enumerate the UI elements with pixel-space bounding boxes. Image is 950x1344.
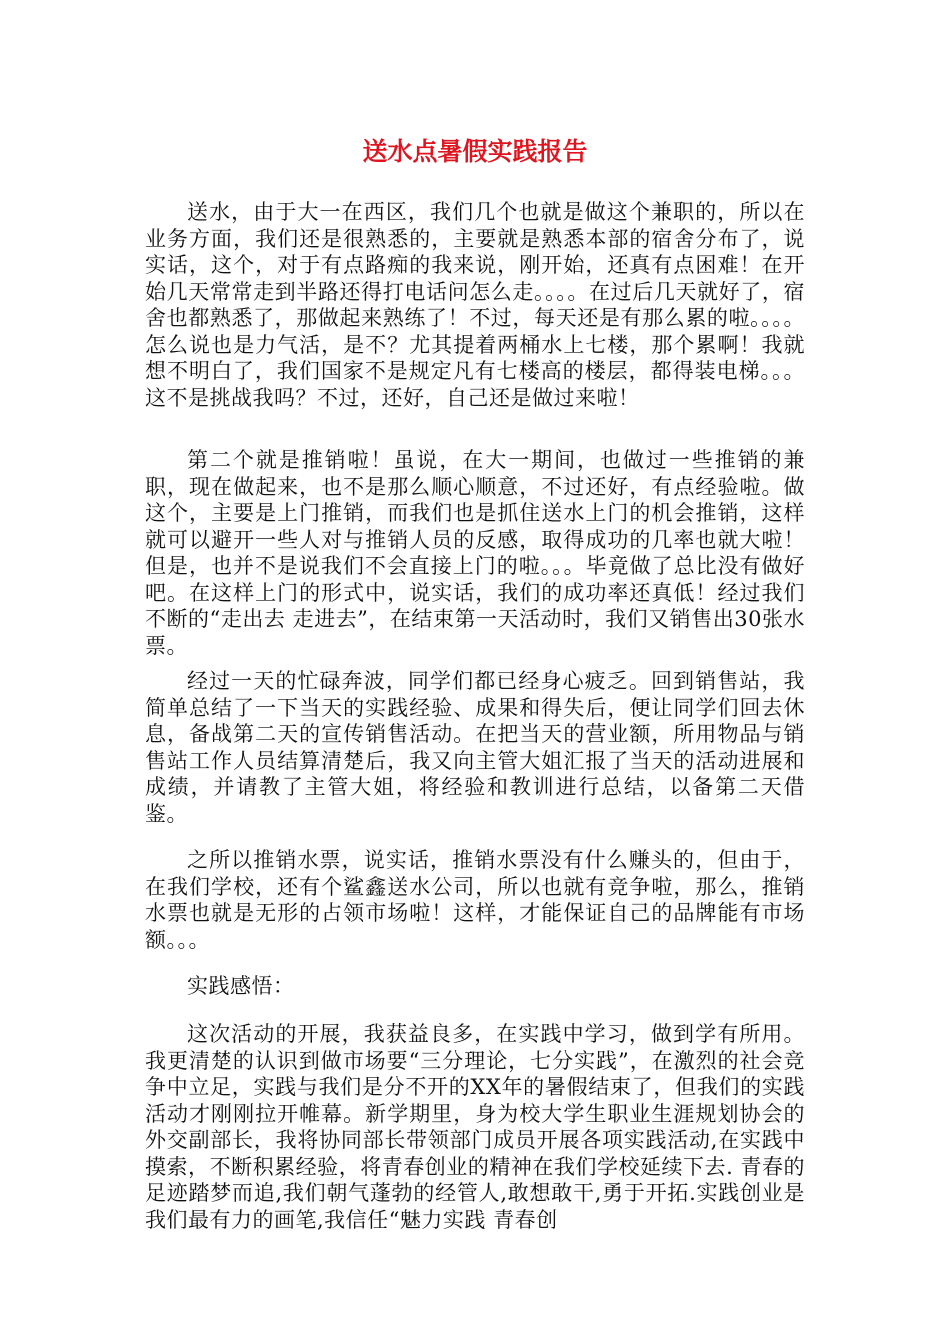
paragraph-1: 送水，由于大一在西区，我们几个也就是做这个兼职的，所以在业务方面，我们还是很熟悉的，主要就是熟悉本部的宿舍分布了，说实话，这个，对于有点路痴的我来说，刚开始，还真有点困难！在开始几天常常走到半路还得打电话问怎么走。。。。在过后几天就好了，宿舍也都熟悉了，那做起来熟练了！不过，每天还是有那么累的啦。。。。怎么说也是力气活，是不？尤其提着两桶水上七楼，那个累啊！我就想不明白了，我们国家不是规定凡有七楼高的楼层，都得装电梯。。。这不是挑战我吗？不过，还好，自己还是做过来啦！	[145, 200, 805, 410]
section-heading-practice-insights: 实践感悟：	[187, 974, 295, 998]
document-title: 送水点暑假实践报告	[362, 137, 588, 166]
paragraph-3: 经过一天的忙碌奔波，同学们都已经身心疲乏。回到销售站，我简单总结了一下当天的实践经验、成果和得失后，便让同学们回去休息，备战第二天的宣传销售活动。在把当天的营业额，所用物品与销售站工作人员结算清楚后，我又向主管大姐汇报了当天的活动进展和成绩，并请教了主管大姐，将经验和教训进行总结，以备第二天借鉴。	[145, 669, 805, 826]
paragraph-2: 第二个就是推销啦！虽说，在大一期间，也做过一些推销的兼职，现在做起来，也不是那么顺心顺意，不过还好，有点经验啦。做这个，主要是上门推销，而我们也是抓住送水上门的机会推销，这样就可以避开一些人对与推销人员的反感，取得成功的几率也就大啦！但是，也并不是说我们不会直接上门的啦。。。毕竟做了总比没有做好吧。在这样上门的形式中，说实话，我们的成功率还真低！经过我们不断的“走出去 走进去”，在结束第一天活动时，我们又销售出30张水票。	[145, 448, 805, 658]
paragraph-4: 之所以推销水票，说实话，推销水票没有什么赚头的，但由于，在我们学校，还有个鲨鑫送水公司，所以也就有竞争啦，那么，推销水票也就是无形的占领市场啦！这样，才能保证自己的品牌能有市场额。。。	[145, 848, 805, 952]
paragraph-6: 这次活动的开展，我获益良多，在实践中学习，做到学有所用。我更清楚的认识到做市场要“三分理论，七分实践”，在激烈的社会竞争中立足，实践与我们是分不开的XX年的暑假结束了，但我们的实践活动才刚刚拉开帷幕。新学期里，身为校大学生职业生涯规划协会的外交副部长，我将协同部长带领部门成员开展各项实践活动,在实践中摸索，不断积累经验，将青春创业的精神在我们学校延续下去. 青春的足迹踏梦而追,我们朝气蓬勃的经管人,敢想敢干,勇于开拓.实践创业是我们最有力的画笔,我信任“魅力实践 青春创	[145, 1022, 805, 1232]
